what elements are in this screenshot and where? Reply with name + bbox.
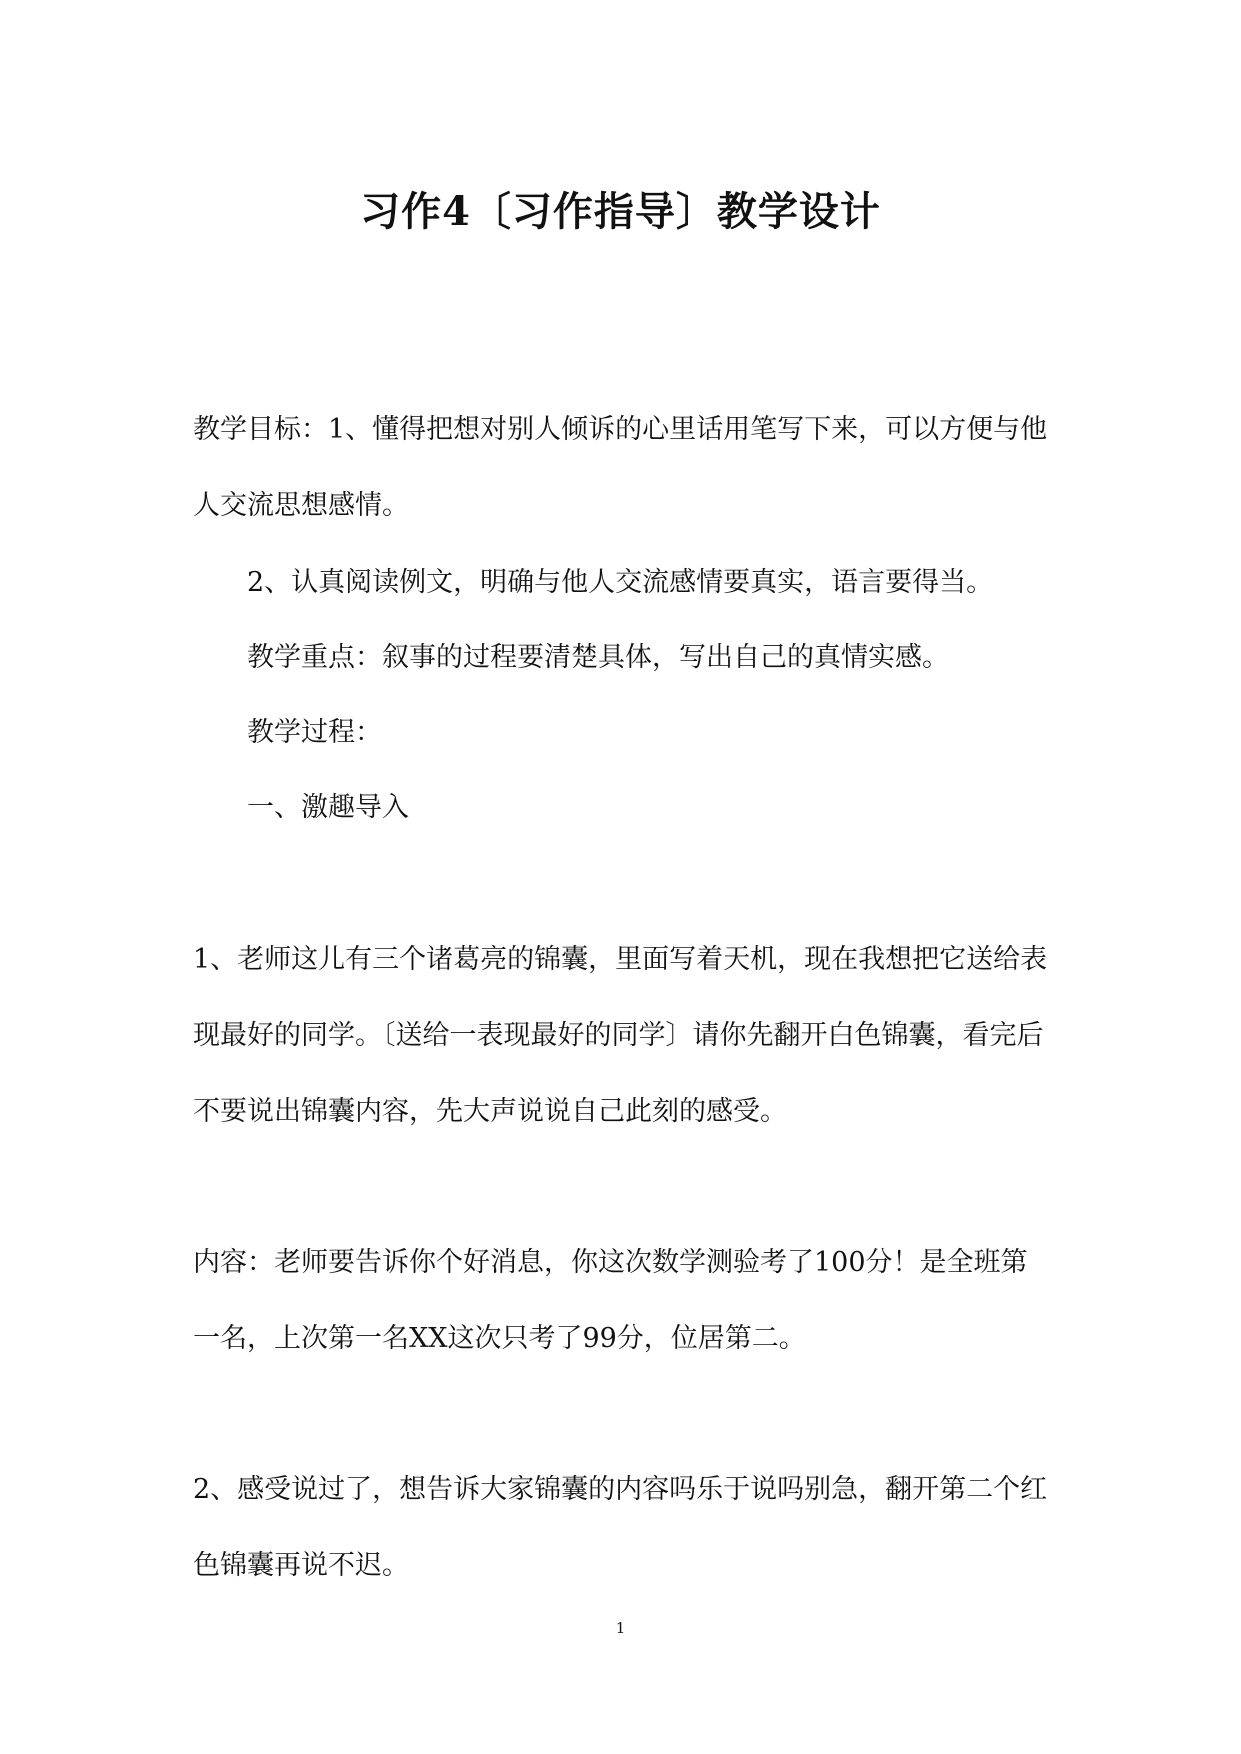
paragraph-section-intro: 一、激趣导入	[247, 792, 409, 823]
paragraph-teaching-focus: 教学重点：叙事的过程要清楚具体，写出自己的真情实感。	[247, 642, 949, 673]
paragraph-goal-2: 2、认真阅读例文，明确与他人交流感情要真实，语言要得当。	[247, 567, 994, 598]
paragraph-step-1: 1、老师这儿有三个诸葛亮的锦囊，里面写着天机，现在我想把它送给表现最好的同学。〔送给一表现最好的同学〕请你先翻开白色锦囊，看完后不要说出锦囊内容，先大声说说自己此刻的感受。	[193, 944, 1048, 1127]
paragraph-teaching-process: 教学过程：	[247, 717, 382, 748]
paragraph-step-2: 2、感受说过了，想告诉大家锦囊的内容吗乐于说吗别急，翻开第二个红色锦囊再说不迟。	[193, 1474, 1048, 1581]
document-title: 习作4〔习作指导〕教学设计	[360, 187, 881, 235]
page-number: 1	[615, 1619, 626, 1637]
paragraph-content: 内容：老师要告诉你个好消息，你这次数学测验考了100分！是全班第一名，上次第一名XX这次只考了99分，位居第二。	[193, 1247, 1028, 1354]
paragraph-teaching-goals: 教学目标：1、懂得把想对别人倾诉的心里话用笔写下来，可以方便与他人交流思想感情。	[193, 414, 1048, 521]
